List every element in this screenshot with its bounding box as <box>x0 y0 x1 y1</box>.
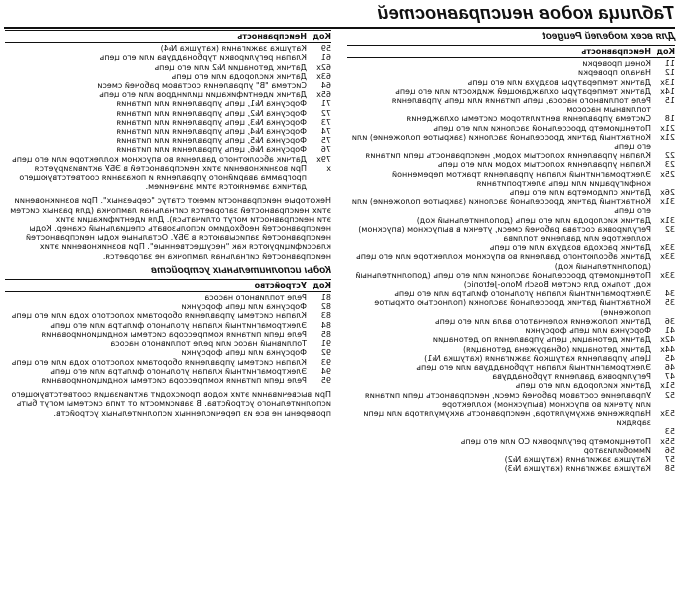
row-code: 53 <box>664 427 675 437</box>
table-row <box>347 381 675 390</box>
row-code: 76 <box>320 145 331 155</box>
row-code: 23 <box>664 160 675 170</box>
row-description: Форсунка или цепь форсунки <box>181 348 307 358</box>
row-code: 18 <box>664 114 675 124</box>
table-row <box>5 330 331 339</box>
table-row <box>347 170 675 188</box>
row-code: 79x <box>316 154 331 164</box>
row-code: 31x <box>660 197 675 207</box>
column-header-code: Код <box>312 32 331 41</box>
row-description: При возникновении этих неисправностей в ЭБУ активизируется программа аварийного управления и показания соответствующего датчика заменяются этим значением. <box>19 163 307 192</box>
row-code: 21x <box>660 123 675 133</box>
row-code: 41 <box>664 326 675 336</box>
table-row <box>5 311 331 320</box>
table-row <box>347 225 675 243</box>
row-description: Датчик расхода воздуха или его цепь <box>489 243 651 253</box>
column-header-code: Код <box>656 47 675 56</box>
row-code: 12 <box>664 68 675 78</box>
row-description: Реле топливного насоса <box>204 293 307 303</box>
row-description: Реле цепи питания компрессора системы кондиционирования <box>41 375 307 385</box>
row-description: Датчик спидометра или его цепь <box>509 188 651 198</box>
row-description: Датчик положения коленчатого вала или его цепь <box>434 316 651 326</box>
row-description: Клапан управления холостым ходом или его цепь <box>437 160 651 170</box>
table-header <box>5 279 331 292</box>
table-row <box>347 326 675 335</box>
table-row <box>347 133 675 151</box>
row-description: Датчик кислорода или его цепь (дополнительный код) <box>416 215 651 225</box>
table-row <box>347 87 675 96</box>
row-description: Цепь управления катушкой зажигания (катушка №1) <box>424 353 651 363</box>
row-description: Потенциометр дроссельной заслонки или его цепь (дополнительный код, только для систем Bosch Mono-Jetronic) <box>355 270 651 290</box>
row-code: 46 <box>664 362 675 372</box>
table-row <box>5 118 331 127</box>
row-code: 64 <box>320 81 331 91</box>
table-header <box>5 30 331 43</box>
table-row <box>347 446 675 455</box>
title-rule <box>4 27 675 29</box>
row-description: Контактный датчик дроссельной заслонки (полностью открытое положение) <box>374 298 651 317</box>
row-description: Напряжение аккумулятора, неисправность аккумулятора или цепи зарядки <box>363 408 651 428</box>
row-code: 83 <box>320 311 331 321</box>
row-description: Датчик идентификации цилиндров или его цепь <box>99 90 307 100</box>
page-title: Таблица кодов неисправностей <box>377 3 675 23</box>
table-row <box>5 63 331 72</box>
row-description: Датчик абсолютного давления во впускном коллекторе или его цепь (дополнительный код) <box>356 252 651 271</box>
table-row <box>5 367 331 376</box>
table-header <box>347 45 675 58</box>
table-row <box>5 302 331 311</box>
table-row <box>347 197 675 215</box>
table-row <box>5 376 331 385</box>
table-row <box>5 81 331 90</box>
row-description: Конец проверки <box>582 59 651 69</box>
table-row <box>347 354 675 363</box>
table-row <box>347 151 675 160</box>
table-row <box>347 464 675 473</box>
row-description: Электромагнитный клапан угольного фильтра или его цепь <box>50 320 307 330</box>
table-row <box>347 78 675 87</box>
table-row <box>347 345 675 354</box>
table-row <box>347 455 675 464</box>
table-row <box>347 160 675 169</box>
fault-code-list <box>347 59 675 473</box>
table-row <box>5 348 331 357</box>
row-code: 44x <box>660 344 675 354</box>
row-code: 57 <box>664 454 675 464</box>
row-code: 11 <box>664 59 675 69</box>
row-code: 25x <box>660 169 675 179</box>
row-description: Форсунка №3, цепь управления или питания <box>116 117 307 127</box>
row-code: 95 <box>320 375 331 385</box>
row-code: 71 <box>320 99 331 109</box>
row-code: 33x <box>660 243 675 253</box>
column-header-code: Код <box>312 280 331 290</box>
row-description: Датчик абсолютного давления во впускном коллекторе или его цепь <box>12 154 307 164</box>
table-row <box>347 298 675 316</box>
table-row <box>347 243 675 252</box>
row-description: Клапан управления холостым ходом, неисправность цепи питания <box>365 151 651 161</box>
left-column <box>347 30 675 473</box>
column-header-fault: Неисправность <box>581 47 651 56</box>
row-code: 94 <box>320 366 331 376</box>
actuator-code-list <box>5 293 331 385</box>
row-description: Иммобилизатор <box>583 445 651 455</box>
row-code: 53x <box>660 408 675 418</box>
table-row <box>347 427 675 436</box>
serious-faults-note: Некоторые неисправности имеют статус "серьезных". При возникновении этих неисправностей загорается сигнальная лампочка (для разных систем эти неисправности могут отличаться). Для идентификации этих неисправностей необходимо использовать специальный сканер. Коды неисправностей записываются в ЭБУ. Остальные коды неисправностей классифицируются как "несущественные". При возникновении этих неисправностей сигнальная лампочка не загорается. <box>10 196 331 261</box>
row-description: Управление составом рабочей смеси, неисправность цепи питания или утечки во впускном (выпускном) коллекторе <box>364 390 651 409</box>
table-row <box>347 252 675 270</box>
row-description: Регулировка давления турбонаддува <box>492 372 651 382</box>
row-code: 52 <box>664 390 675 400</box>
row-code: 65x <box>316 90 331 100</box>
row-code: 31x <box>660 215 675 225</box>
table-row <box>347 437 675 446</box>
table-row <box>5 127 331 136</box>
row-description: Катушка зажигания (катушка №3) <box>504 464 651 474</box>
row-code: 82 <box>320 302 331 312</box>
table-row <box>5 321 331 330</box>
row-code: 14x <box>660 86 675 96</box>
row-description: Форсунка или цепь форсунки <box>181 302 307 312</box>
row-code: 92 <box>320 348 331 358</box>
row-code: 72 <box>320 108 331 118</box>
row-code: 35 <box>664 298 675 308</box>
row-description: Электромагнитный клапан управления трактом переменной конфигурации или цепь электропитания <box>391 169 651 188</box>
fault-code-list <box>5 44 331 191</box>
row-description: Датчик кислорода или его цепь <box>515 381 651 391</box>
row-description: Электромагнитный клапан угольного фильтра или его цепь <box>394 289 651 299</box>
row-description: Форсунка №6, цепь управления или питания <box>116 145 307 155</box>
row-code: 75 <box>320 136 331 146</box>
table-row <box>5 90 331 99</box>
row-description: Система управления вентилятором системы охлаждения <box>406 114 651 124</box>
table-row <box>347 391 675 409</box>
row-code: 13x <box>660 77 675 87</box>
table-row <box>5 53 331 62</box>
table-row <box>347 372 675 381</box>
row-description: Датчик детонации №2 или его цепь <box>154 62 307 72</box>
row-code: 93 <box>320 357 331 367</box>
row-code: 58 <box>664 464 675 474</box>
row-code: 63x <box>316 71 331 81</box>
table-row <box>347 271 675 289</box>
row-code: 61 <box>320 53 331 63</box>
row-description: Потенциометр дроссельной заслонки или его цепь <box>433 123 651 133</box>
row-code: 91 <box>320 339 331 349</box>
column-header-device: Устройство <box>254 280 307 290</box>
section-heading-all-models: Для всех моделей Peugeot <box>542 31 675 42</box>
row-description: Электромагнитный клапан турбонаддува или его цепь <box>416 362 651 372</box>
row-code: x <box>326 163 331 173</box>
row-description: Реле цепи питания компрессора системы кондиционирования <box>41 329 307 339</box>
table-row <box>5 293 331 302</box>
row-code: 84 <box>320 320 331 330</box>
row-code: 33x <box>660 252 675 262</box>
row-description: Датчик детонации, цепь управления по детонации <box>432 335 651 345</box>
row-code: 32 <box>664 224 675 234</box>
table-row <box>5 136 331 145</box>
right-column <box>5 30 331 420</box>
row-code: 74 <box>320 127 331 137</box>
row-code: 51x <box>660 381 675 391</box>
row-description: Клапан регулировки турбонаддува или его цепь <box>99 53 307 63</box>
row-description: Форсунка или цепь форсунки <box>525 326 651 336</box>
row-code: 45 <box>664 353 675 363</box>
row-description: Форсунка №1, цепь управления или питания <box>116 99 307 109</box>
table-row <box>347 68 675 77</box>
row-description: Датчик температуры охлаждающей жидкости или его цепь <box>395 86 651 96</box>
row-description: Катушка зажигания (катушка №4) <box>160 44 307 54</box>
row-description: Катушка зажигания (катушка №2) <box>504 454 651 464</box>
row-description: Форсунка №2, цепь управления или питания <box>116 108 307 118</box>
table-row <box>5 164 331 192</box>
row-description: Датчик температуры воздуха или его цепь <box>467 77 651 87</box>
row-description: Форсунка №4, цепь управления или питания <box>116 127 307 137</box>
row-code: 59 <box>320 44 331 54</box>
table-row <box>347 59 675 68</box>
row-code: 36 <box>664 316 675 326</box>
row-code: 55x <box>660 436 675 446</box>
row-code: 56 <box>664 445 675 455</box>
row-code: 34 <box>664 289 675 299</box>
row-code: 22 <box>664 151 675 161</box>
row-code: 26x <box>660 188 675 198</box>
column-header-fault: Неисправность <box>237 32 307 41</box>
row-code: 21x <box>660 132 675 142</box>
actuator-note: При высвечивании этих кодов происходит активизация соответствующего исполнительного устройства. В зависимости от типа системы могут быть проверены не все из перечисленных исполнительных устройств. <box>11 390 331 418</box>
table-row <box>347 124 675 133</box>
row-description: Датчик детонации (обнаружена детонация) <box>462 344 651 354</box>
table-row <box>347 216 675 225</box>
row-code: 15 <box>664 96 675 106</box>
table-row <box>347 317 675 326</box>
table-row <box>347 96 675 114</box>
table-row <box>5 72 331 81</box>
table-row <box>347 335 675 344</box>
table-row <box>347 114 675 123</box>
row-code: 42x <box>660 335 675 345</box>
row-description: Потенциометр регулировки CO или его цепь <box>460 436 651 446</box>
table-row <box>347 409 675 427</box>
row-description: Контактный датчик дроссельной заслонки (закрытое положение) или его цепь <box>351 197 651 216</box>
row-code: 47 <box>664 372 675 382</box>
table-row <box>347 363 675 372</box>
row-description: Система "B" управления составом рабочей смеси <box>97 81 307 91</box>
row-code: 62x <box>316 62 331 72</box>
row-description: Клапан системы управления оборотами холостого хода или его цепь <box>11 357 307 367</box>
row-description: Датчик кислорода или его цепь <box>171 71 307 81</box>
table-row <box>5 339 331 348</box>
table-row <box>5 145 331 154</box>
row-description: Регулировка состава рабочей смеси, утечки в выпускном (впускном) коллекторе или давление топлива <box>358 224 651 244</box>
row-code: 81 <box>320 293 331 303</box>
row-code: 73 <box>320 117 331 127</box>
row-description: Начало проверки <box>577 68 651 78</box>
row-description: Электромагнитный клапан угольного фильтра или его цепь <box>50 366 307 376</box>
section-heading-actuators: Коды исполнительных устройств <box>151 264 331 276</box>
row-description: Клапан системы управления оборотами холостого хода или его цепь <box>11 311 307 321</box>
row-description: Топливный насос или реле топливного насоса <box>110 339 307 349</box>
row-code: 85 <box>320 329 331 339</box>
table-row <box>5 109 331 118</box>
table-row <box>5 44 331 53</box>
row-description: Реле топливного насоса, цепь питания или цепь управления топливным насосом <box>391 96 651 115</box>
table-row <box>5 99 331 108</box>
row-description: Форсунка №5, цепь управления или питания <box>116 136 307 146</box>
table-row <box>5 358 331 367</box>
table-row <box>347 188 675 197</box>
row-description: Контактный датчик дроссельной заслонки (закрытое положение) или его цепь <box>351 132 651 152</box>
table-row <box>5 155 331 164</box>
table-row <box>347 289 675 298</box>
row-code: 33x <box>660 270 675 280</box>
